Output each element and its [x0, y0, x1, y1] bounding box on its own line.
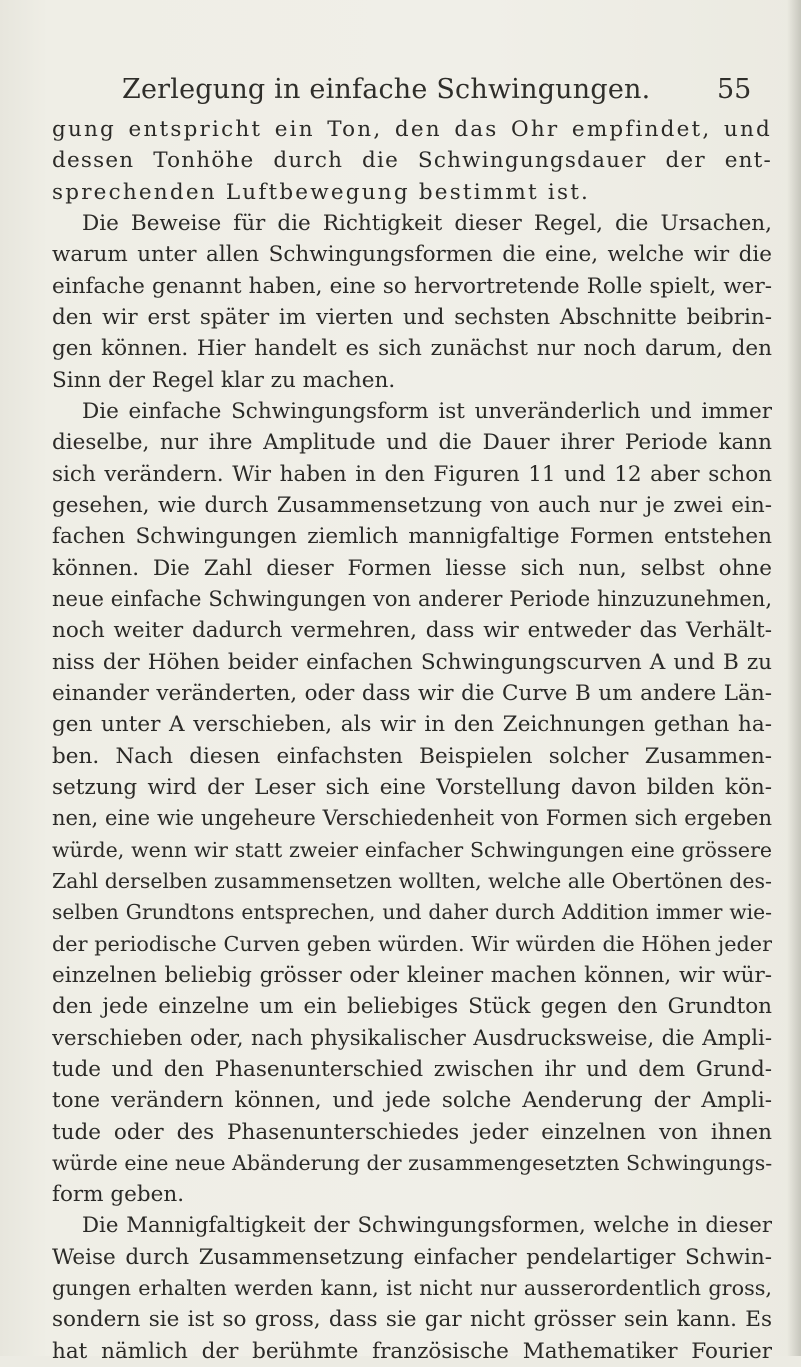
- text-line: nen, eine wie ungeheure Verschiedenheit von Formen sich ergeben: [52, 806, 772, 831]
- text-line: der periodische Curven geben würden. Wir würden die Höhen jeder: [52, 931, 772, 956]
- text-line: tone verändern können, und jede solche Aenderung der Ampli-: [52, 1088, 772, 1114]
- text-line: dieselbe, nur ihre Amplitude und die Dauer ihrer Periode kann: [52, 430, 772, 456]
- text-line: setzung wird der Leser sich eine Vorstellung davon bilden kön-: [52, 774, 772, 800]
- text-line: Zahl derselben zusammensetzen wollten, welche alle Obertönen des-: [52, 868, 772, 893]
- text-line: ben. Nach diesen einfachsten Beispielen solcher Zusammen-: [52, 743, 772, 769]
- text-line: dessen Tonhöhe durch die Schwingungsdauer der ent-: [52, 148, 772, 174]
- text-line: Sinn der Regel klar zu machen.: [52, 367, 396, 393]
- text-line: würde eine neue Abänderung der zusammengesetzten Schwingungs-: [52, 1150, 772, 1175]
- text-line: können. Die Zahl dieser Formen liesse sich nun, selbst ohne: [52, 555, 772, 581]
- text-line: gen können. Hier handelt es sich zunächst nur noch darum, den: [52, 336, 772, 362]
- text-line: einfache genannt haben, eine so hervortretende Rolle spielt, wer-: [52, 273, 772, 299]
- page-edge-shadow: [787, 0, 801, 1356]
- text-line: selben Grundtons entsprechen, und daher durch Addition immer wie-: [52, 900, 772, 925]
- running-title: Zerlegung in einfache Schwingungen.: [122, 74, 651, 105]
- text-line: warum unter allen Schwingungsformen die eine, welche wir die: [52, 242, 772, 268]
- text-line: gesehen, wie durch Zusammensetzung von auch nur je zwei ein-: [52, 492, 772, 518]
- text-line: Die einfache Schwingungsform ist unveränderlich und immer: [82, 398, 772, 424]
- text-line: würde, wenn wir statt zweier einfacher Schwingungen eine grössere: [52, 837, 772, 862]
- text-line: Die Mannigfaltigkeit der Schwingungsformen, welche in dieser: [82, 1213, 772, 1239]
- text-line: form geben.: [52, 1182, 185, 1208]
- text-line: hat nämlich der berühmte französische Mathematiker Fourier: [52, 1338, 772, 1364]
- text-line: tude oder des Phasenunterschiedes jeder einzelnen von ihnen: [52, 1119, 772, 1145]
- body-text: [52, 114, 772, 1367]
- text-line: sich verändern. Wir haben in den Figuren 11 und 12 aber schon: [52, 461, 772, 487]
- text-line: neue einfache Schwingungen von anderer Periode hinzuzunehmen,: [52, 586, 772, 611]
- text-line: sprechenden Luftbewegung bestimmt ist.: [52, 179, 591, 205]
- text-line: Weise durch Zusammensetzung einfacher pendelartiger Schwin-: [52, 1244, 772, 1270]
- text-line: fachen Schwingungen ziemlich mannigfaltige Formen entstehen: [52, 524, 772, 550]
- text-line: verschieben oder, nach physikalischer Ausdrucksweise, die Ampli-: [52, 1025, 772, 1051]
- text-line: einzelnen beliebig grösser oder kleiner machen können, wir wür-: [52, 962, 772, 988]
- text-line: gen unter A verschieben, als wir in den Zeichnungen gethan ha-: [52, 712, 772, 738]
- text-line: Die Beweise für die Richtigkeit dieser Regel, die Ursachen,: [82, 210, 772, 236]
- text-line: noch weiter dadurch vermehren, dass wir entweder das Verhält-: [52, 618, 772, 644]
- text-line: den wir erst später im vierten und sechsten Abschnitte beibrin-: [52, 304, 772, 330]
- text-line: einander veränderten, oder dass wir die Curve B um andere Län-: [52, 680, 772, 706]
- page-number: 55: [717, 74, 752, 105]
- text-line: gungen erhalten werden kann, ist nicht nur ausserordentlich gross,: [52, 1276, 772, 1301]
- text-line: gung entspricht ein Ton, den das Ohr empfindet, und: [52, 117, 772, 142]
- text-line: den jede einzelne um ein beliebiges Stück gegen den Grundton: [52, 994, 772, 1020]
- text-line: tude und den Phasenunterschied zwischen ihr und dem Grund-: [52, 1056, 772, 1082]
- text-line: niss der Höhen beider einfachen Schwingungscurven A und B zu: [52, 649, 772, 675]
- text-line: sondern sie ist so gross, dass sie gar nicht grösser sein kann. Es: [52, 1307, 772, 1333]
- running-head: [0, 74, 801, 114]
